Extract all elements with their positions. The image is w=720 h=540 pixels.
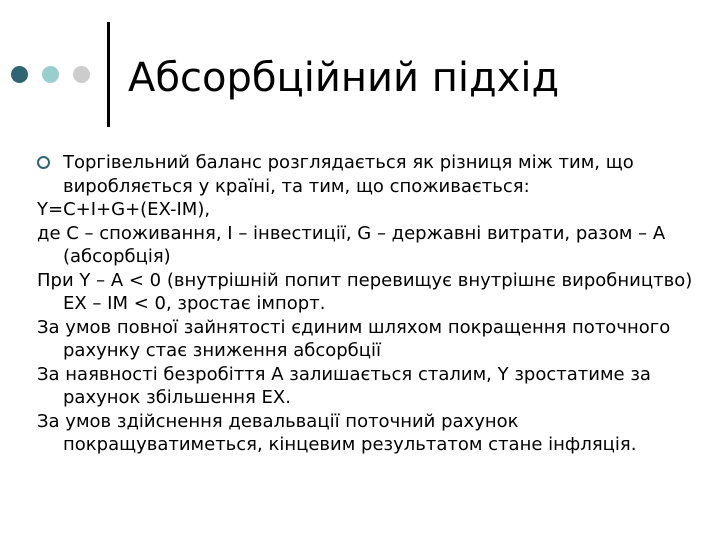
light-teal-dot-icon [42,66,59,83]
hollow-circle-bullet-icon [37,156,50,169]
gray-dot-icon [73,66,90,83]
slide-title: Абсорбційний підхід [128,55,560,101]
paragraph-negative-case: При Y – A < 0 (внутрішній попит перевищує внутрішнє виробництво) EX – IM < 0, зростає імпорт. [37,269,693,314]
paragraph-unemployment: За наявності безробіття А залишається сталим, Y зростатиме за рахунок збільшення EX. [37,363,651,408]
paragraph-definitions: де C – споживання, I – інвестиції, G – державні витрати, разом – A (абсорбція) [37,222,666,267]
paragraph-devaluation: За умов здійснення девальвації поточний рахунок покращуватиметься, кінцевим результатом стане інфляція. [37,410,637,455]
slide-body [37,151,707,457]
dark-teal-dot-icon [11,66,28,83]
title-divider [107,22,110,127]
paragraph-trade-balance [37,151,707,198]
paragraph-text: Торгівельний баланс розглядається як різниця між тим, що виробляється у країні, та тим, що споживається: [63,152,634,197]
paragraph-full-employment: За умов повної зайнятості єдиним шляхом покращення поточного рахунку стає зниження абсорбції [37,316,671,361]
paragraph-formula: Y=C+I+G+(EX-IM), [37,199,211,220]
